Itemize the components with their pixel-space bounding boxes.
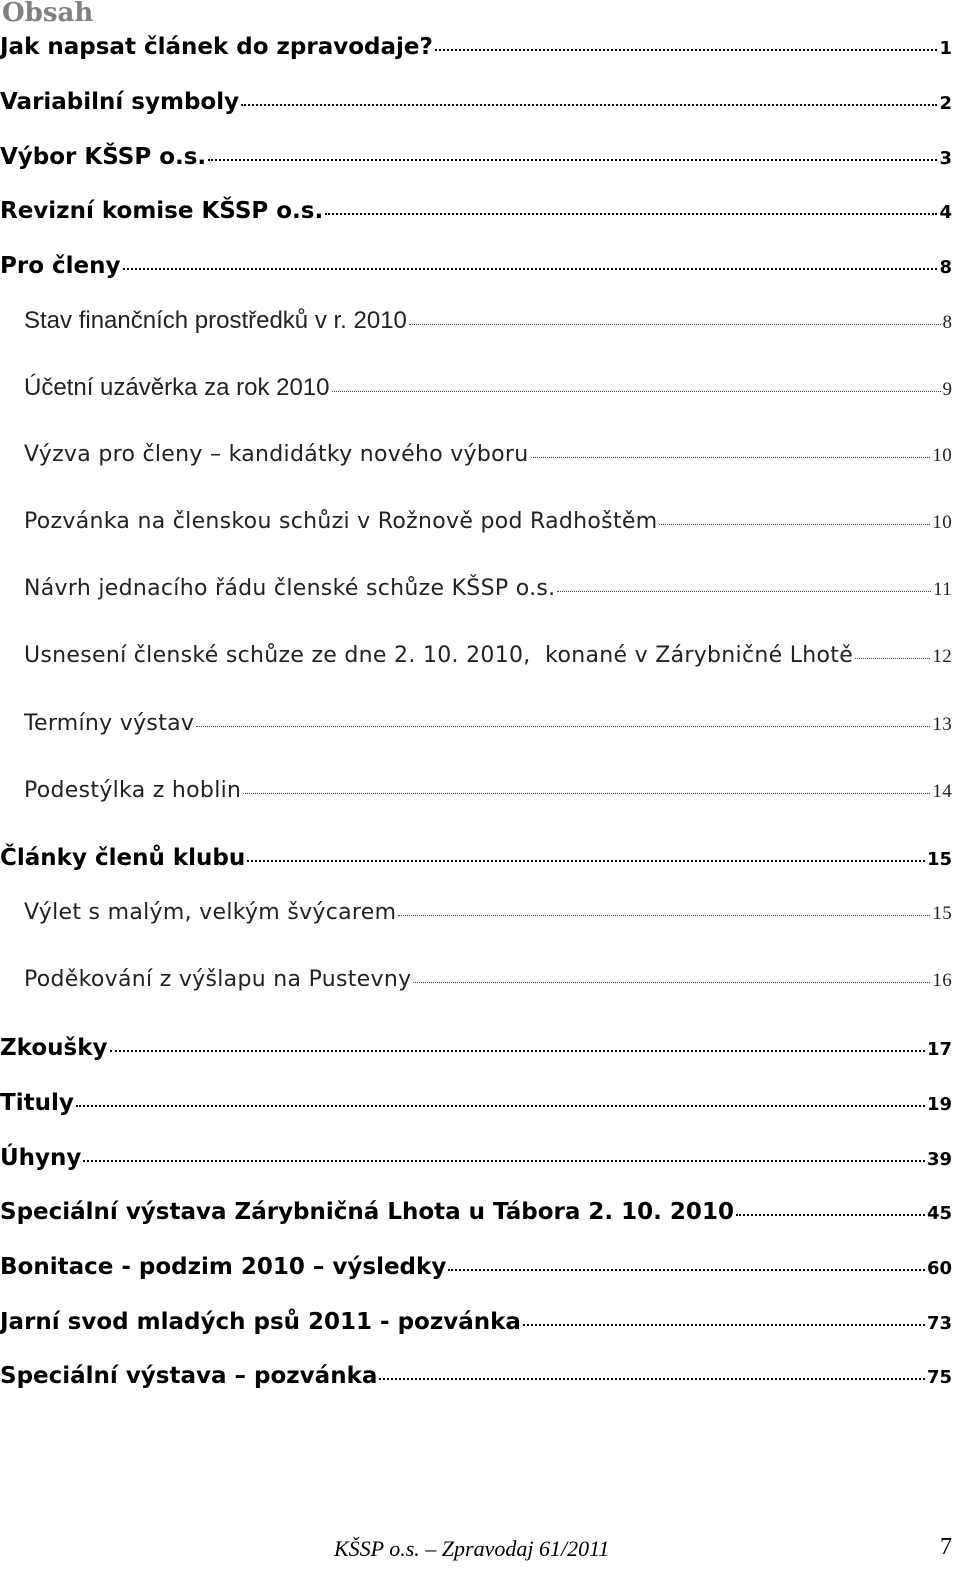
toc-entry[interactable] — [0, 253, 952, 279]
toc-leader-dots — [398, 915, 930, 916]
toc-entry[interactable] — [0, 34, 952, 60]
toc-entry-title: Zkoušky — [0, 1035, 108, 1061]
toc-entry-page: 4 — [939, 202, 952, 223]
toc-entry[interactable] — [0, 89, 952, 115]
toc-entry[interactable] — [0, 144, 952, 170]
toc-leader-dots — [83, 1160, 925, 1162]
toc-leader-dots — [435, 49, 938, 51]
toc-entry-title: Podestýlka z hoblin — [24, 778, 242, 803]
toc-entry-title: Pro členy — [0, 253, 121, 279]
toc-entry-title: Úhyny — [0, 1145, 82, 1171]
toc-subentry[interactable] — [24, 900, 952, 925]
toc-entry-page: 15 — [926, 849, 952, 870]
toc-entry-title: Výlet s malým, velkým švýcarem — [24, 900, 397, 925]
toc-entry-page: 9 — [942, 379, 952, 400]
toc-subentry[interactable] — [24, 643, 952, 668]
toc-entry-title: Výbor KŠSP o.s. — [0, 144, 207, 170]
toc-entry-title: Speciální výstava – pozvánka — [0, 1363, 378, 1389]
toc-entry-page: 10 — [932, 512, 952, 533]
page-footer-text: KŠSP o.s. – Zpravodaj 61/2011 — [334, 1536, 610, 1561]
toc-entry-page: 45 — [926, 1203, 952, 1224]
toc-entry-title: Termíny výstav — [24, 711, 195, 736]
toc-leader-dots — [557, 591, 931, 592]
toc-entry-page: 17 — [926, 1039, 952, 1060]
toc-leader-dots — [241, 104, 937, 106]
toc-entry-page: 39 — [926, 1149, 952, 1170]
toc-entry-title: Články členů klubu — [0, 845, 246, 871]
toc-entry-title: Výzva pro členy – kandidátky nového výboru — [24, 442, 529, 467]
toc-leader-dots — [659, 524, 930, 525]
toc-entry-title: Jak napsat článek do zpravodaje? — [0, 34, 433, 60]
toc-entry[interactable] — [0, 198, 952, 224]
toc-leader-dots — [332, 391, 941, 392]
toc-leader-dots — [123, 268, 938, 270]
toc-leader-dots — [531, 457, 931, 458]
toc-leader-dots — [413, 982, 930, 983]
toc-entry[interactable] — [0, 1254, 952, 1280]
toc-leader-dots — [196, 726, 930, 727]
toc-subentry[interactable] — [24, 442, 952, 467]
toc-leader-dots — [736, 1214, 925, 1216]
toc-leader-dots — [247, 860, 925, 862]
toc-subentry[interactable] — [24, 307, 952, 335]
toc-subentry[interactable] — [24, 778, 952, 803]
toc-entry-page: 19 — [926, 1094, 952, 1115]
toc-leader-dots — [523, 1324, 925, 1326]
toc-entry-page: 13 — [932, 714, 952, 735]
toc-entry-page: 1 — [939, 38, 952, 59]
toc-entry[interactable] — [0, 1363, 952, 1389]
toc-entry-page: 10 — [932, 445, 952, 466]
toc-entry-title: Poděkování z výšlapu na Pustevny — [24, 967, 412, 992]
toc-leader-dots — [325, 213, 937, 215]
toc-entry-title: Speciální výstava Zárybničná Lhota u Tábora 2. 10. 2010 — [0, 1199, 734, 1225]
toc-leader-dots — [243, 793, 930, 794]
toc-entry-title: Revizní komise KŠSP o.s. — [0, 198, 324, 224]
toc-subentry[interactable] — [24, 509, 952, 534]
toc-entry[interactable] — [0, 845, 952, 871]
toc-entry-title: Usnesení členské schůze ze dne 2. 10. 2010, konané v Zárybničné Lhotě — [24, 643, 854, 668]
toc-entry-page: 75 — [926, 1367, 952, 1388]
toc-entry-title: Variabilní symboly — [0, 89, 240, 115]
toc-entry-page: 14 — [932, 781, 952, 802]
toc-entry-page: 15 — [932, 903, 952, 924]
toc-entry-title: Bonitace - podzim 2010 – výsledky — [0, 1254, 447, 1280]
toc-entry-title: Pozvánka na členskou schůzi v Rožnově pod Radhoštěm — [24, 509, 658, 534]
toc-leader-dots — [110, 1050, 925, 1052]
toc-entry-page: 8 — [942, 312, 952, 333]
toc-leader-dots — [409, 324, 941, 325]
toc-subentry[interactable] — [24, 374, 952, 402]
page-number: 7 — [940, 1534, 952, 1560]
toc-leader-dots — [208, 159, 937, 161]
toc-leader-dots — [855, 658, 930, 659]
toc-entry[interactable] — [0, 1090, 952, 1116]
toc-subentry[interactable] — [24, 576, 952, 601]
toc-entry-page: 16 — [932, 970, 952, 991]
toc-entry-page: 3 — [939, 148, 952, 169]
toc-entry[interactable] — [0, 1199, 952, 1225]
toc-leader-dots — [448, 1269, 925, 1271]
toc-heading: Obsah — [2, 0, 94, 28]
toc-leader-dots — [76, 1105, 925, 1107]
toc-entry-title: Jarní svod mladých psů 2011 - pozvánka — [0, 1309, 521, 1335]
toc-entry-title: Stav finančních prostředků v r. 2010 — [24, 307, 407, 334]
toc-entry-title: Účetní uzávěrka za rok 2010 — [24, 374, 330, 401]
toc-entry[interactable] — [0, 1035, 952, 1061]
toc-entry[interactable] — [0, 1145, 952, 1171]
toc-entry-title: Tituly — [0, 1090, 74, 1116]
toc-entry-page: 73 — [926, 1313, 952, 1334]
toc-entry-title: Návrh jednacího řádu členské schůze KŠSP o.s. — [24, 576, 556, 601]
toc-entry-page: 2 — [939, 93, 952, 114]
toc-entry-page: 8 — [939, 257, 952, 278]
toc-entry-page: 12 — [932, 646, 952, 667]
toc-leader-dots — [379, 1378, 925, 1380]
toc-entry-page: 11 — [933, 579, 952, 600]
toc-subentry[interactable] — [24, 711, 952, 736]
toc-subentry[interactable] — [24, 967, 952, 992]
toc-entry-page: 60 — [926, 1258, 952, 1279]
toc-entry[interactable] — [0, 1309, 952, 1335]
